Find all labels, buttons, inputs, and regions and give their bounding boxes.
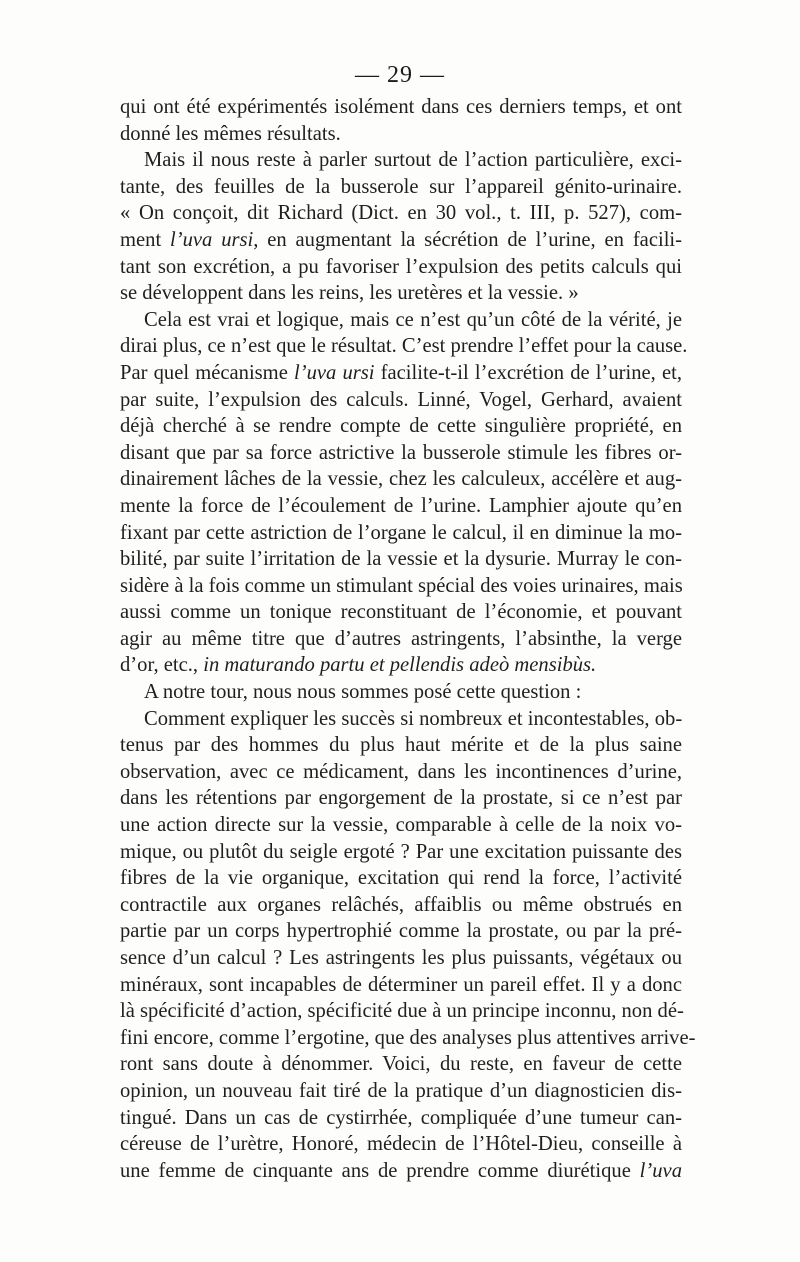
text-line: contractile aux organes relâchés, affaiblis ou même obstrués en xyxy=(120,893,682,916)
text-line xyxy=(120,360,682,387)
text-line xyxy=(120,227,682,254)
text-line: observation, avec ce médicament, dans les incontinences d’urine, xyxy=(120,760,682,783)
text-line: mente la force de l’écoulement de l’urine. Lamphier ajoute qu’en xyxy=(120,494,682,517)
text-line: fixant par cette astriction de l’organe le calcul, il en diminue la mo- xyxy=(120,521,682,544)
text-line: se développent dans les reins, les uretères et la vessie. » xyxy=(120,282,579,305)
text-segment: Par quel mécanisme xyxy=(120,361,294,384)
text-line: céreuse de l’urètre, Honoré, médecin de l’Hôtel-Dieu, conseille à xyxy=(120,1133,682,1156)
text-line: Cela est vrai et logique, mais ce n’est qu’un côté de la vérité, je xyxy=(144,308,682,331)
italic-text: in maturando partu et pellendis adeò mensibùs. xyxy=(203,654,597,677)
text-line: agir au même titre que d’autres astringents, l’absinthe, la verge xyxy=(120,627,682,650)
italic-text: l’uva xyxy=(639,1159,682,1182)
text-line xyxy=(120,652,682,679)
text-line: donné les mêmes résultats. xyxy=(120,122,341,145)
text-segment: une femme de cinquante ans de prendre comme diurétique xyxy=(120,1159,640,1182)
text-line: tant son excrétion, a pu favoriser l’expulsion des petits calculs qui xyxy=(120,255,682,278)
italic-text: l’uva ursi xyxy=(294,361,375,384)
text-line: là spécificité d’action, spécificité due à un principe inconnu, non dé- xyxy=(120,1000,684,1023)
text-line: tingué. Dans un cas de cystirrhée, compliquée d’une tumeur can- xyxy=(120,1106,682,1129)
text-line xyxy=(120,1158,682,1185)
text-line: tante, des feuilles de la busserole sur l’appareil génito-urinaire. xyxy=(120,175,682,198)
text-line: Mais il nous reste à parler surtout de l’action particulière, exci- xyxy=(144,149,682,172)
text-line: A notre tour, nous nous sommes posé cette question : xyxy=(144,681,582,704)
text-line: une action directe sur la vessie, comparable à celle de la noix vo- xyxy=(120,814,682,837)
italic-text: l’uva ursi xyxy=(170,228,254,251)
text-line: mique, ou plutôt du seigle ergoté ? Par une excitation puissante des xyxy=(120,840,682,863)
text-line: tenus par des hommes du plus haut mérite et de la plus saine xyxy=(120,734,682,757)
text-line: bilité, par suite l’irritation de la vessie et la dysurie. Murray le con- xyxy=(120,548,682,571)
text-line: ront sans doute à dénommer. Voici, du reste, en faveur de cette xyxy=(120,1053,682,1076)
text-line: Comment expliquer les succès si nombreux et incontestables, ob- xyxy=(144,707,683,730)
text-line: par suite, l’expulsion des calculs. Linné, Vogel, Gerhard, avaient xyxy=(120,388,682,411)
text-segment: facilite-t-il l’excrétion de l’urine, et, xyxy=(374,361,682,384)
text-line: minéraux, sont incapables de déterminer un pareil effet. Il y a donc xyxy=(120,973,682,996)
text-segment: ment xyxy=(120,228,171,251)
text-segment: d’or, etc., xyxy=(120,654,204,677)
text-line: déjà cherché à se rendre compte de cette singulière propriété, en xyxy=(120,415,682,438)
text-line: sence d’un calcul ? Les astringents les plus puissants, végétaux ou xyxy=(120,947,682,969)
text-line: « On conçoit, dit Richard (Dict. en 30 vol., t. III, p. 527), com- xyxy=(120,202,682,225)
text-line: fini encore, comme l’ergotine, que des analyses plus attentives arrive- xyxy=(120,1026,696,1049)
text-line: sidère à la fois comme un stimulant spécial des voies urinaires, mais xyxy=(120,574,683,597)
text-line: dirai plus, ce n’est que le résultat. C’est prendre l’effet pour la cause. xyxy=(120,335,688,358)
page-number: — 29 — xyxy=(355,62,445,88)
text-line: partie par un corps hypertrophié comme la prostate, ou par la pré- xyxy=(120,920,682,943)
text-line: fibres de la vie organique, excitation qui rend la force, l’activité xyxy=(120,867,682,890)
text-line: dinairement lâches de la vessie, chez les calculeux, accélère et aug- xyxy=(120,468,682,491)
text-line: disant que par sa force astrictive la busserole stimule les fibres or- xyxy=(120,441,682,464)
text-line: opinion, un nouveau fait tiré de la pratique d’un diagnosticien dis- xyxy=(120,1079,682,1102)
text-line: dans les rétentions par engorgement de la prostate, si ce n’est par xyxy=(120,787,682,810)
text-line: qui ont été expérimentés isolément dans ces derniers temps, et ont xyxy=(120,96,682,118)
text-line: aussi comme un tonique reconstituant de l’économie, et pouvant xyxy=(120,601,682,624)
text-segment: , en augmentant la sécrétion de l’urine, en facili- xyxy=(253,228,682,251)
body-text xyxy=(120,94,696,1184)
